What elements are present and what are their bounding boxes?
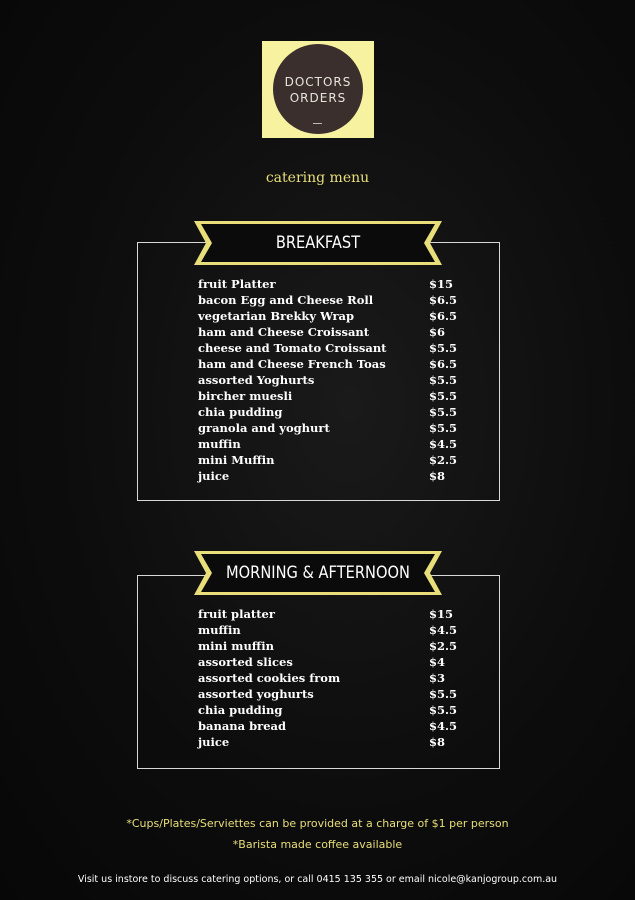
menu-item-row (198, 734, 468, 750)
logo-circle (273, 44, 363, 134)
logo-text-line2: ORDERS (289, 91, 347, 105)
menu-item-row (198, 420, 468, 436)
menu-item-name: fruit Platter (198, 277, 276, 291)
menu-item-price: $5.5 (429, 373, 458, 387)
menu-item-price: $4.5 (429, 437, 458, 451)
menu-item-price: $5.5 (429, 341, 458, 355)
menu-item-name: juice (198, 735, 230, 749)
menu-item-price: $8 (429, 735, 446, 749)
menu-item-price: $5.5 (429, 703, 458, 717)
menu-item-name: banana bread (198, 719, 287, 733)
menu-item-row (198, 622, 468, 638)
menu-item-price: $2.5 (429, 639, 458, 653)
menu-item-price: $6.5 (429, 293, 458, 307)
menu-item-row (198, 606, 468, 622)
menu-item-price: $6.5 (429, 309, 458, 323)
logo (262, 41, 374, 138)
cups-charge-note: *Cups/Plates/Serviettes can be provided at a charge of $1 per person (126, 817, 509, 830)
morning-afternoon-title: MORNING & AFTERNOON (226, 563, 410, 583)
menu-item-row (198, 452, 468, 468)
morning-afternoon-banner (193, 550, 443, 596)
menu-item-name: chia pudding (198, 703, 283, 717)
menu-item-row (198, 340, 468, 356)
menu-item-name: cheese and Tomato Croissant (198, 341, 387, 355)
menu-item-name: assorted Yoghurts (198, 373, 315, 387)
menu-item-row (198, 670, 468, 686)
menu-item-price: $4.5 (429, 623, 458, 637)
menu-item-row (198, 388, 468, 404)
menu-item-name: assorted slices (198, 655, 293, 669)
menu-item-row (198, 356, 468, 372)
menu-item-row (198, 292, 468, 308)
menu-item-name: ham and Cheese Croissant (198, 325, 370, 339)
menu-item-price: $8 (429, 469, 446, 483)
menu-item-name: bircher muesli (198, 389, 293, 403)
menu-item-row (198, 686, 468, 702)
menu-item-row (198, 702, 468, 718)
menu-item-name: chia pudding (198, 405, 283, 419)
breakfast-banner (193, 220, 443, 266)
breakfast-item-list (198, 276, 468, 484)
coffee-note: *Barista made coffee available (232, 838, 403, 851)
menu-item-name: granola and yoghurt (198, 421, 330, 435)
menu-item-price: $6 (429, 325, 446, 339)
menu-item-name: mini Muffin (198, 453, 275, 467)
menu-item-price: $4.5 (429, 719, 458, 733)
menu-item-row (198, 718, 468, 734)
menu-item-price: $5.5 (429, 421, 458, 435)
contact-footer: Visit us instore to discuss catering options, or call 0415 135 355 or email nicole@kanjogroup.com.au (77, 874, 558, 885)
page-subtitle: catering menu (265, 170, 370, 186)
menu-item-price: $2.5 (429, 453, 458, 467)
menu-item-price: $15 (429, 607, 454, 621)
menu-item-price: $5.5 (429, 687, 458, 701)
menu-item-name: bacon Egg and Cheese Roll (198, 293, 374, 307)
menu-item-name: muffin (198, 623, 241, 637)
menu-item-name: juice (198, 469, 230, 483)
menu-item-price: $15 (429, 277, 454, 291)
breakfast-title: BREAKFAST (275, 233, 361, 253)
menu-item-name: vegetarian Brekky Wrap (198, 309, 355, 323)
menu-item-row (198, 654, 468, 670)
menu-item-row (198, 308, 468, 324)
menu-item-price: $6.5 (429, 357, 458, 371)
menu-item-row (198, 324, 468, 340)
menu-item-name: fruit platter (198, 607, 275, 621)
menu-item-row (198, 468, 468, 484)
logo-dash (313, 123, 322, 124)
menu-item-row (198, 372, 468, 388)
menu-item-price: $5.5 (429, 389, 458, 403)
menu-item-name: muffin (198, 437, 241, 451)
menu-item-name: mini muffin (198, 639, 274, 653)
menu-item-name: ham and Cheese French Toas (198, 357, 386, 371)
menu-item-row (198, 638, 468, 654)
menu-item-price: $4 (429, 655, 446, 669)
menu-item-row (198, 276, 468, 292)
logo-text-line1: DOCTORS (284, 75, 352, 89)
morning-afternoon-item-list (198, 606, 468, 750)
menu-item-row (198, 436, 468, 452)
menu-item-name: assorted yoghurts (198, 687, 314, 701)
menu-item-price: $3 (429, 671, 446, 685)
menu-item-name: assorted cookies from (198, 671, 341, 685)
menu-item-row (198, 404, 468, 420)
menu-item-price: $5.5 (429, 405, 458, 419)
